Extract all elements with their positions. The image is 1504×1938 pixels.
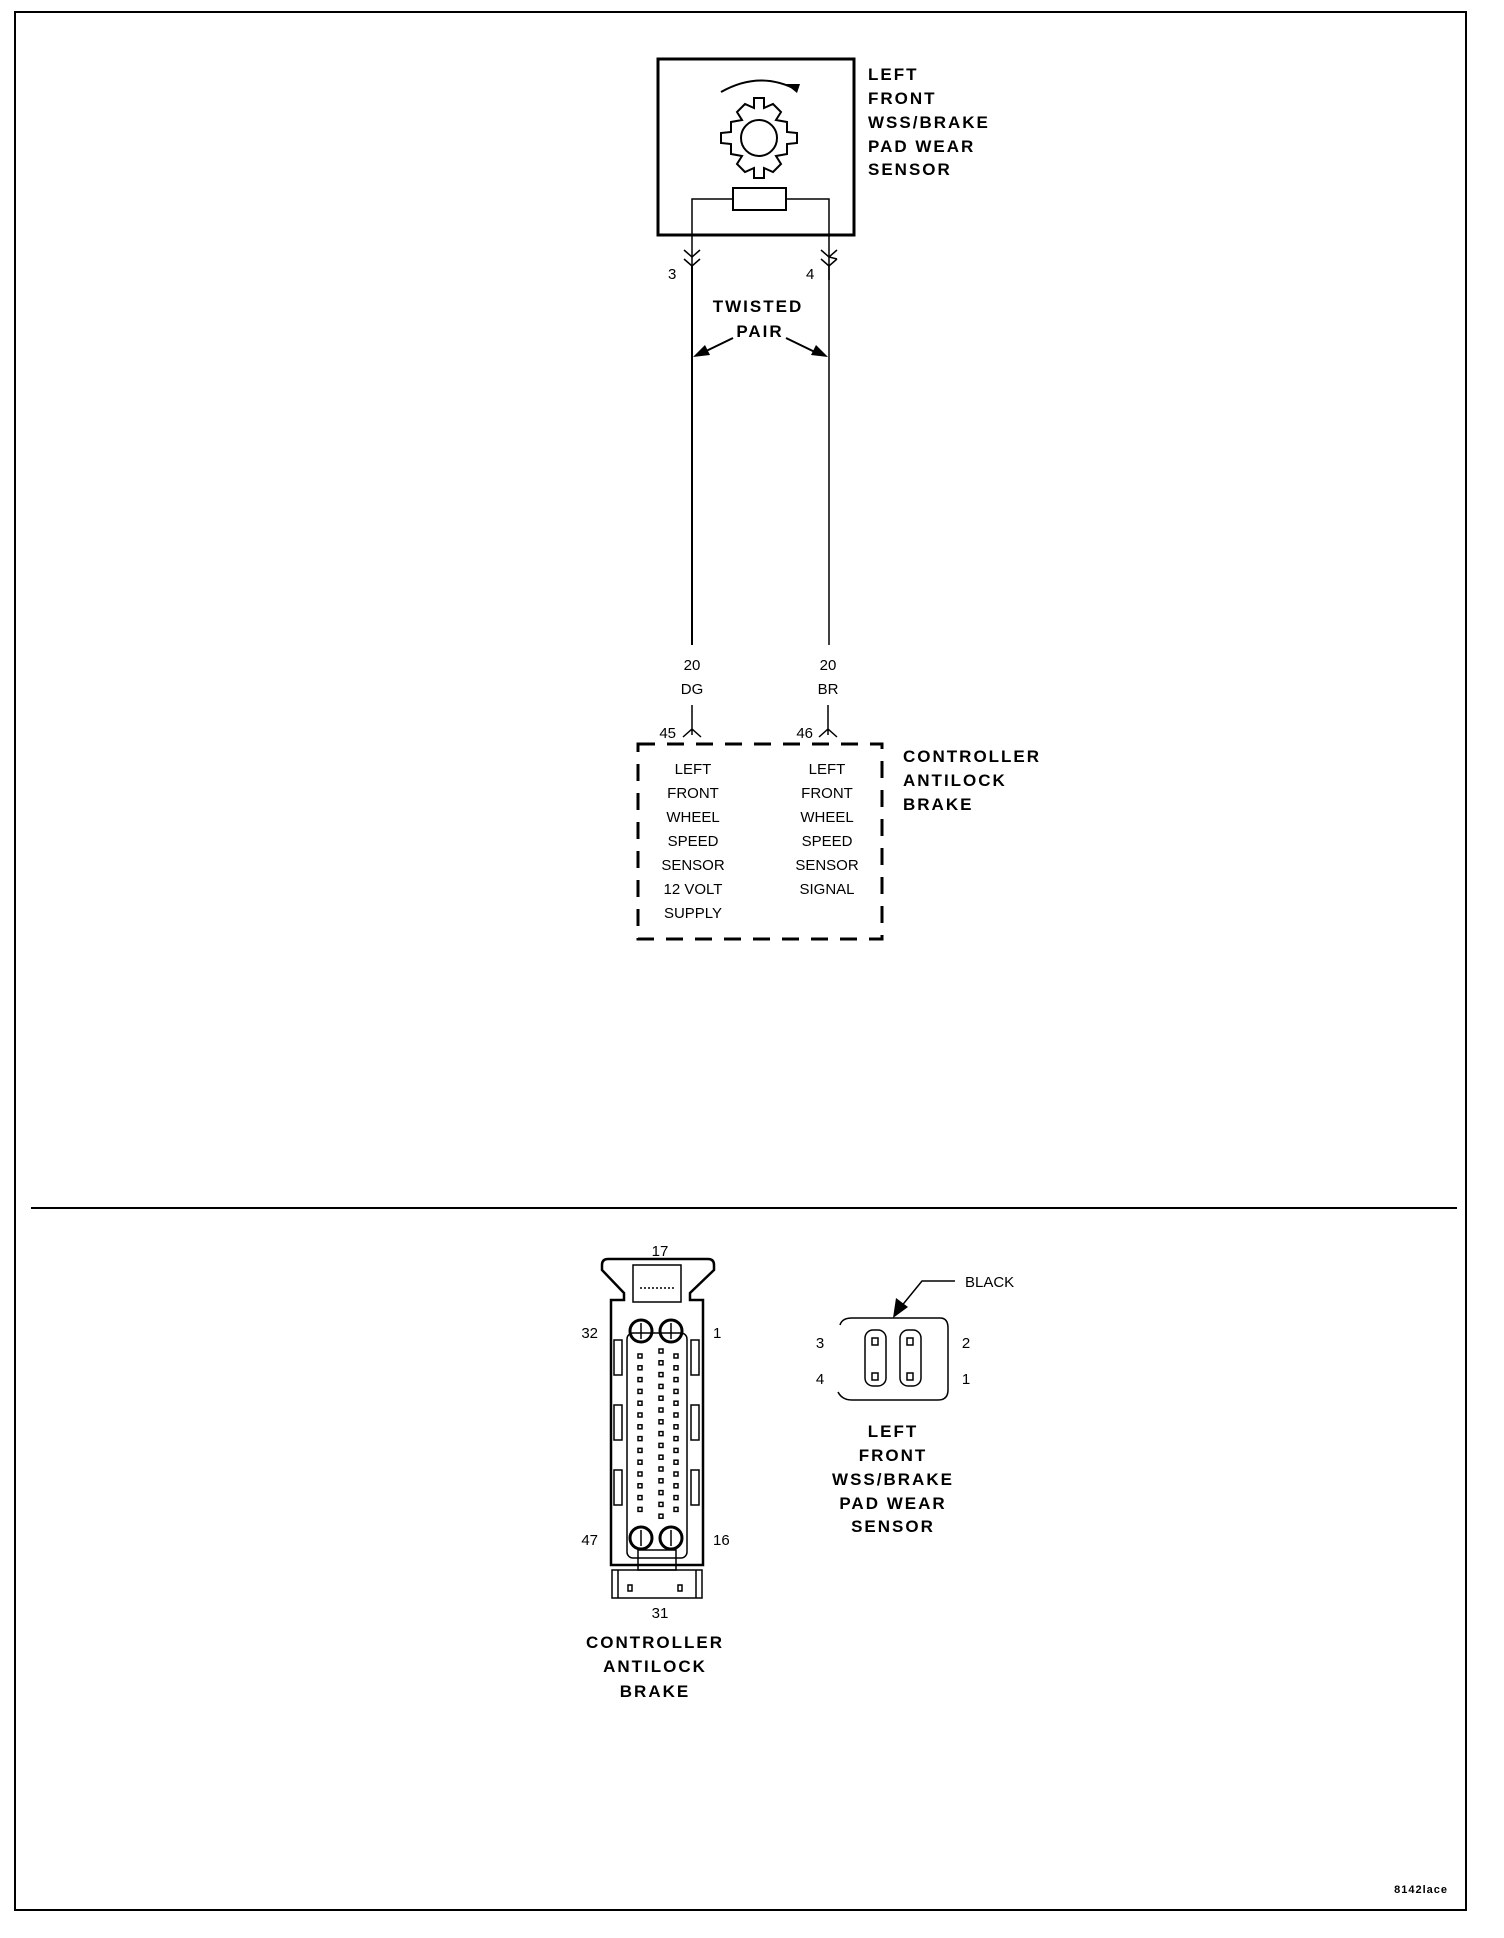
pin-number: 3 <box>668 266 677 283</box>
twisted-pair-label: TWISTED <box>712 297 804 316</box>
connector-label: CONTROLLER <box>585 1633 725 1652</box>
sensor-label <box>868 65 990 179</box>
controller-label: CONTROLLER <box>903 747 1042 766</box>
circuit-description: FRONT <box>667 785 719 802</box>
pin-number: 4 <box>806 266 815 283</box>
cavity <box>638 1401 642 1405</box>
pin-number: 4 <box>815 1371 825 1388</box>
cavity <box>659 1491 663 1495</box>
cavity <box>659 1408 663 1412</box>
wire-gauge: 20 <box>819 657 837 674</box>
cavity <box>659 1396 663 1400</box>
circuit-description: LEFT <box>674 761 712 778</box>
connector-label: FRONT <box>858 1446 928 1465</box>
cavity <box>659 1443 663 1447</box>
label-line: WSS/BRAKE <box>868 113 990 132</box>
cavity <box>674 1378 678 1382</box>
cavity <box>638 1460 642 1464</box>
wire-color: BR <box>817 681 839 698</box>
pin-number: 16 <box>713 1532 730 1549</box>
cavity <box>674 1496 678 1500</box>
cavity <box>659 1361 663 1365</box>
cavity <box>674 1507 678 1511</box>
pin-number: 1 <box>713 1325 722 1342</box>
label-line: PAD WEAR <box>868 137 976 156</box>
circuit-description: 12 VOLT <box>663 881 723 898</box>
cavity <box>638 1496 642 1500</box>
cavity <box>659 1384 663 1388</box>
connector-label: LEFT <box>867 1422 919 1441</box>
circuit-description: SPEED <box>801 833 853 850</box>
cavity <box>638 1354 642 1358</box>
pin-number: 2 <box>961 1335 971 1352</box>
cavity <box>674 1448 678 1452</box>
cavity <box>638 1413 642 1417</box>
controller-label: ANTILOCK <box>903 771 1007 790</box>
cavity <box>638 1425 642 1429</box>
connector-color: BLACK <box>965 1274 1015 1291</box>
resistor-icon <box>733 188 786 210</box>
twisted-pair-label: PAIR <box>736 322 784 341</box>
label-line: SENSOR <box>868 160 952 179</box>
circuit-description: SENSOR <box>661 857 725 874</box>
connector-label: BRAKE <box>619 1682 691 1701</box>
cavity <box>659 1502 663 1506</box>
pin-number: 3 <box>815 1335 825 1352</box>
cavity <box>674 1354 678 1358</box>
cavity <box>638 1437 642 1441</box>
wire-color: DG <box>680 681 704 698</box>
connector-chevron-icon <box>684 250 837 266</box>
cavity-number: 45 <box>659 725 676 742</box>
circuit-description: SENSOR <box>795 857 859 874</box>
figure-id: 8142lace <box>1394 1884 1448 1896</box>
cavity <box>659 1479 663 1483</box>
cavity <box>638 1507 642 1511</box>
cavity-terminal-icon <box>683 705 837 737</box>
circuit-description: FRONT <box>801 785 853 802</box>
circuit-description: SPEED <box>667 833 719 850</box>
connector-label: SENSOR <box>851 1517 935 1536</box>
rotation-arrow-icon <box>721 80 797 92</box>
cavity <box>659 1432 663 1436</box>
cavity <box>674 1401 678 1405</box>
cavity <box>674 1413 678 1417</box>
cavity-number: 46 <box>796 725 813 742</box>
pin-number: 47 <box>581 1532 598 1549</box>
cavity <box>659 1373 663 1377</box>
cavity <box>638 1484 642 1488</box>
connector-label: PAD WEAR <box>839 1494 947 1513</box>
connector-label: ANTILOCK <box>603 1657 707 1676</box>
circuit-description: SIGNAL <box>799 881 855 898</box>
circuit-description: WHEEL <box>666 809 720 826</box>
cavity <box>674 1425 678 1429</box>
cavity <box>659 1467 663 1471</box>
circuit-description: SUPPLY <box>663 905 723 922</box>
label-line: LEFT <box>868 65 919 84</box>
cavity <box>659 1514 663 1518</box>
cavity <box>674 1472 678 1476</box>
tone-wheel-gear-icon <box>721 98 797 178</box>
abs-connector-face-view <box>602 1259 714 1598</box>
cavity <box>674 1437 678 1441</box>
cavity <box>638 1378 642 1382</box>
circuit-description: LEFT <box>808 761 846 778</box>
cavity <box>659 1420 663 1424</box>
pin-number: 31 <box>651 1605 669 1622</box>
controller-label: BRAKE <box>903 795 974 814</box>
cavity <box>674 1460 678 1464</box>
cavity <box>674 1366 678 1370</box>
cavity <box>638 1448 642 1452</box>
wire-gauge: 20 <box>683 657 701 674</box>
pin-number: 32 <box>581 1325 598 1342</box>
label-line: FRONT <box>868 89 937 108</box>
cavity <box>659 1349 663 1353</box>
pin-number: 1 <box>961 1371 971 1388</box>
cavity <box>674 1389 678 1393</box>
cavity <box>638 1366 642 1370</box>
cavity <box>638 1389 642 1393</box>
cavity <box>638 1472 642 1476</box>
cavity <box>674 1484 678 1488</box>
connector-label: WSS/BRAKE <box>832 1470 954 1489</box>
pin-number: 17 <box>651 1243 669 1260</box>
wheel-speed-sensor-symbol <box>658 59 854 280</box>
cavity <box>659 1455 663 1459</box>
circuit-description: WHEEL <box>800 809 854 826</box>
